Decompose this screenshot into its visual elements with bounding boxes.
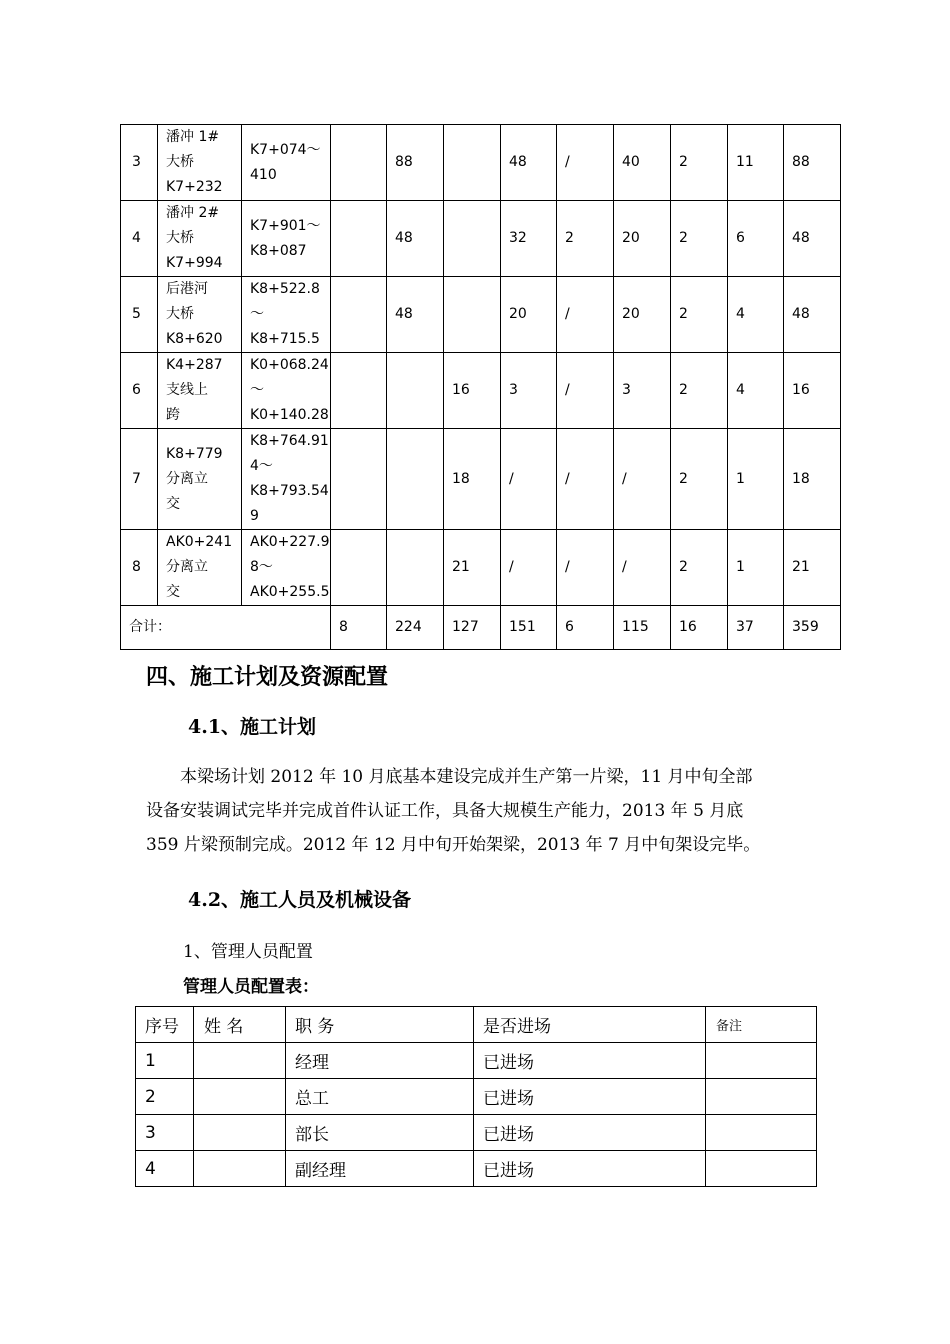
cell-line: 4～ <box>250 458 273 474</box>
column-header: 序号 <box>136 1007 194 1043</box>
no-cell: 4 <box>136 1151 194 1187</box>
note-cell <box>706 1043 817 1079</box>
no-cell: 2 <box>136 1079 194 1115</box>
quantity-cell: 88 <box>387 125 444 201</box>
quantity-cell: 2 <box>671 353 728 429</box>
no-cell: 1 <box>136 1043 194 1079</box>
cell-line: 潘冲 2# <box>166 205 220 221</box>
bridge-name-cell <box>158 530 242 606</box>
cell-line: 交 <box>166 584 180 600</box>
subsection-title-4-1: 4.1、施工计划 <box>188 716 317 738</box>
total-quantity-cell: 16 <box>671 606 728 650</box>
row-number-cell: 6 <box>121 353 158 429</box>
quantity-cell: / <box>501 429 557 530</box>
status-cell: 已进场 <box>474 1079 706 1115</box>
cell-line: 大桥 <box>166 154 194 170</box>
bridge-name-cell <box>158 429 242 530</box>
quantity-cell: / <box>557 277 614 353</box>
cell-line: K8+764.91 <box>250 433 329 449</box>
quantity-cell: / <box>614 530 671 606</box>
bridge-name-cell <box>158 201 242 277</box>
row-number-cell: 8 <box>121 530 158 606</box>
quantity-cell: 88 <box>784 125 841 201</box>
quantity-cell: 2 <box>671 429 728 530</box>
title-cell: 副经理 <box>286 1151 474 1187</box>
cell-line: 潘冲 1# <box>166 129 220 145</box>
quantity-cell: 16 <box>444 353 501 429</box>
cell-line: 支线上 <box>166 382 208 398</box>
cell-line: K0+068.24 <box>250 357 329 373</box>
quantity-cell: 20 <box>501 277 557 353</box>
quantity-cell: 40 <box>614 125 671 201</box>
column-header: 备注 <box>706 1007 817 1043</box>
cell-line: K8+779 <box>166 445 223 462</box>
station-range-cell <box>242 429 331 530</box>
no-cell: 3 <box>136 1115 194 1151</box>
quantity-cell <box>444 201 501 277</box>
quantity-cell: 21 <box>444 530 501 606</box>
quantity-cell: 2 <box>671 201 728 277</box>
cell-line: ～ <box>250 382 264 398</box>
quantity-cell: 3 <box>614 353 671 429</box>
paragraph-line: 设备安装调试完毕并完成首件认证工作，具备大规模生产能力，2013 年 5 月底 <box>146 801 744 821</box>
table-row <box>121 429 841 530</box>
cell-line: K8+522.8 <box>250 281 320 297</box>
quantity-cell: 2 <box>671 530 728 606</box>
station-range-cell <box>242 125 331 201</box>
section-title: 四、施工计划及资源配置 <box>146 664 389 690</box>
cell-line: K7+901～ <box>250 217 321 234</box>
quantity-cell <box>444 277 501 353</box>
row-number-cell: 7 <box>121 429 158 530</box>
quantity-cell: / <box>614 429 671 530</box>
cell-line: AK0+241 <box>166 534 233 550</box>
cell-line: 交 <box>166 495 180 512</box>
quantity-cell: 32 <box>501 201 557 277</box>
cell-line: 分离立 <box>166 559 208 575</box>
quantity-cell <box>331 277 387 353</box>
header-row <box>136 1007 817 1043</box>
total-quantity-cell: 6 <box>557 606 614 650</box>
cell-line: ～ <box>250 306 264 322</box>
management-table-body <box>136 1007 817 1187</box>
quantity-cell: 2 <box>671 125 728 201</box>
quantity-cell: 18 <box>444 429 501 530</box>
total-quantity-cell: 151 <box>501 606 557 650</box>
name-cell <box>194 1115 286 1151</box>
column-header: 姓 名 <box>194 1007 286 1043</box>
cell-line: K8+087 <box>250 242 307 259</box>
status-cell: 已进场 <box>474 1043 706 1079</box>
table-row <box>121 530 841 606</box>
bridge-name-cell <box>158 277 242 353</box>
quantity-cell: 48 <box>784 277 841 353</box>
name-cell <box>194 1079 286 1115</box>
quantity-cell <box>387 530 444 606</box>
quantity-cell <box>444 125 501 201</box>
station-range-cell <box>242 201 331 277</box>
name-cell <box>194 1151 286 1187</box>
quantity-cell: 1 <box>728 429 784 530</box>
status-cell: 已进场 <box>474 1115 706 1151</box>
subsection-title-4-2: 4.2、施工人员及机械设备 <box>188 889 412 911</box>
quantity-cell: 2 <box>671 277 728 353</box>
note-cell <box>706 1079 817 1115</box>
cell-line: K8+715.5 <box>250 331 320 347</box>
quantity-cell: / <box>501 530 557 606</box>
cell-line: AK0+227.9 <box>250 534 330 550</box>
quantity-cell: 20 <box>614 277 671 353</box>
quantity-cell: 48 <box>387 201 444 277</box>
quantity-cell <box>331 201 387 277</box>
status-cell: 已进场 <box>474 1151 706 1187</box>
quantity-cell: 20 <box>614 201 671 277</box>
quantity-cell: 48 <box>784 201 841 277</box>
bridge-quantity-table <box>120 124 841 650</box>
quantity-cell: / <box>557 353 614 429</box>
bridge-name-cell <box>158 125 242 201</box>
table-row <box>121 125 841 201</box>
cell-line: 410 <box>250 166 277 183</box>
quantity-cell: 48 <box>387 277 444 353</box>
quantity-cell: / <box>557 530 614 606</box>
total-quantity-cell: 8 <box>331 606 387 650</box>
cell-line: 后港河 <box>166 281 208 297</box>
quantity-cell <box>331 125 387 201</box>
row-number-cell: 4 <box>121 201 158 277</box>
cell-line: K7+994 <box>166 255 223 271</box>
bridge-name-cell <box>158 353 242 429</box>
row-number-cell: 3 <box>121 125 158 201</box>
quantity-cell <box>331 530 387 606</box>
quantity-cell: / <box>557 125 614 201</box>
list-item-management-staff: 1、管理人员配置 <box>183 942 313 962</box>
total-quantity-cell: 224 <box>387 606 444 650</box>
quantity-cell: 2 <box>557 201 614 277</box>
station-range-cell <box>242 530 331 606</box>
quantity-cell: 18 <box>784 429 841 530</box>
management-staff-table <box>135 1006 817 1187</box>
cell-line: K7+074～ <box>250 141 321 158</box>
cell-line: AK0+255.5 <box>250 584 330 600</box>
cell-line: 跨 <box>166 407 180 423</box>
table-row <box>121 277 841 353</box>
cell-line: K8+620 <box>166 331 223 347</box>
quantity-cell: 4 <box>728 353 784 429</box>
table-row <box>136 1079 817 1115</box>
quantity-cell: / <box>557 429 614 530</box>
table-row <box>121 353 841 429</box>
cell-line: 9 <box>250 508 259 524</box>
quantity-cell: 3 <box>501 353 557 429</box>
quantity-cell <box>387 429 444 530</box>
total-quantity-cell: 359 <box>784 606 841 650</box>
note-cell <box>706 1151 817 1187</box>
cell-line: 8～ <box>250 559 273 575</box>
note-cell <box>706 1115 817 1151</box>
quantity-cell <box>331 429 387 530</box>
quantity-cell <box>331 353 387 429</box>
quantity-cell: 16 <box>784 353 841 429</box>
row-number-cell: 5 <box>121 277 158 353</box>
cell-line: K4+287 <box>166 357 223 373</box>
cell-line: K8+793.54 <box>250 483 329 499</box>
total-quantity-cell: 127 <box>444 606 501 650</box>
table-row <box>121 201 841 277</box>
total-quantity-cell: 115 <box>614 606 671 650</box>
column-header: 职 务 <box>286 1007 474 1043</box>
quantity-cell: 11 <box>728 125 784 201</box>
table-row <box>136 1151 817 1187</box>
total-quantity-cell: 37 <box>728 606 784 650</box>
paragraph-line: 359 片梁预制完成。2012 年 12 月中旬开始架梁，2013 年 7 月中旬架设完毕。 <box>146 835 761 855</box>
cell-line: K0+140.28 <box>250 407 329 423</box>
quantity-cell: 6 <box>728 201 784 277</box>
total-label-cell: 合计： <box>121 606 331 650</box>
title-cell: 总工 <box>286 1079 474 1115</box>
cell-line: 大桥 <box>166 230 194 246</box>
title-cell: 经理 <box>286 1043 474 1079</box>
total-row <box>121 606 841 650</box>
bridge-table-body <box>121 125 841 650</box>
plan-paragraph <box>146 760 806 862</box>
quantity-cell: 21 <box>784 530 841 606</box>
cell-line: 大桥 <box>166 306 194 322</box>
paragraph-line: 本梁场计划 2012 年 10 月底基本建设完成并生产第一片梁，11 月中旬全部 <box>180 767 753 787</box>
quantity-cell: 4 <box>728 277 784 353</box>
quantity-cell <box>387 353 444 429</box>
name-cell <box>194 1043 286 1079</box>
title-cell: 部长 <box>286 1115 474 1151</box>
quantity-cell: 1 <box>728 530 784 606</box>
table-row <box>136 1043 817 1079</box>
column-header: 是否进场 <box>474 1007 706 1043</box>
cell-line: 分离立 <box>166 470 208 487</box>
cell-line: K7+232 <box>166 179 223 195</box>
station-range-cell <box>242 277 331 353</box>
quantity-cell: 48 <box>501 125 557 201</box>
table-row <box>136 1115 817 1151</box>
table-caption: 管理人员配置表： <box>183 977 319 997</box>
station-range-cell <box>242 353 331 429</box>
